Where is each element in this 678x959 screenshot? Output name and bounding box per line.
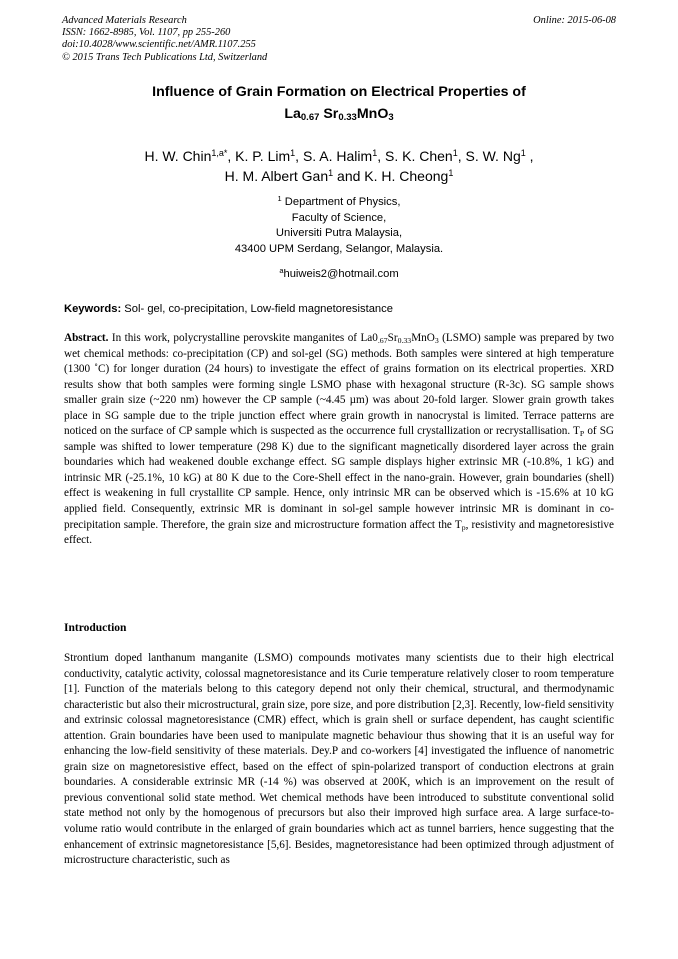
- author-name: S. A. Halim: [302, 148, 373, 164]
- issn-line: ISSN: 1662-8985, Vol. 1107, pp 255-260: [62, 27, 231, 39]
- author-list: [40, 146, 638, 186]
- keywords: [64, 302, 615, 317]
- copyright-line: © 2015 Trans Tech Publications Ltd, Switzerland: [62, 51, 268, 63]
- author-email: $^a$huiweis2@hotmail.com: [279, 266, 399, 280]
- author-line-2: H. M. Albert Gan$^1$ and K. H. Cheong$^1$: [224, 168, 454, 184]
- title-line-2: $La_{0.67}$ $Sr_{0.33}MnO_3$: [284, 106, 394, 123]
- doi-line: doi:10.4028/www.scientific.net/AMR.1107.255: [62, 39, 256, 51]
- author-name: H. M. Albert Gan: [224, 168, 329, 184]
- author-name: H. W. Chin: [144, 148, 212, 164]
- abstract-label: Abstract.: [64, 332, 109, 344]
- online-date: Online: 2015-06-08: [533, 15, 616, 26]
- abstract: Abstract. In this work, polycrystalline perovskite manganites of $La0_{.67}Sr_{0.33}MnO_3$ (LSMO) sample was prepared by two wet chemical methods: co-precipitation (CP) and sol-gel (SG) methods. Both samples were sintered at high temperature (1300 ˚C) for longer duration (24 hours) to investigate the effect of grains formation on its electrical properties. XRD results show that both samples were forming single LSMO phase with hexagonal structure (R-3c). SG sample shows smaller grain size (~220 nm) however the CP sample (~4.45 µm) was about 20-fold larger. Slower grain growth takes place in SG sample due to the triple junction effect where grain growth in nanocrystal is limited. Terrace patterns are noticed on the surface of CP sample which is suspected as the occurrence full crystallization or recrystallisation. $T_P$ of SG sample was shifted to lower temperature (298 K) due to the significant magnetically disordered layer across the grain boundaries which had weakened double exchange effect. SG sample displays higher extrinsic MR (-10.8%, 1 kG) and intrinsic MR (-25.1%, 10 kG) at 80 K due to the Core-Shell effect in the nano-grain. However, grain boundaries (shell) effect is weakening in full crystallite CP sample. Hence, only intrinsic MR can be observed which is -15.6% at 10 kG applied field. Consequently, extrinsic MR is dominant in sol-gel sample however intrinsic MR is dominant in co-precipitation sample. Therefore, the grain size and microstructure formation affect the $T_p$, resistivity and magnetoresistive effect.: [64, 332, 615, 547]
- author-name: S. K. Chen: [385, 148, 453, 164]
- journal-name: Advanced Materials Research: [62, 15, 187, 26]
- section-heading-introduction: Introduction: [64, 622, 127, 634]
- author-name: K. P. Lim: [235, 148, 291, 164]
- title-line-1: Influence of Grain Formation on Electrical Properties of: [152, 84, 526, 100]
- journal-header: [62, 15, 267, 64]
- email-address[interactable]: huiweis2@hotmail.com: [283, 268, 399, 280]
- author-name: K. H. Cheong: [364, 168, 449, 184]
- paper-title: [40, 81, 638, 125]
- author-line-1: H. W. Chin$^{1,a*}$, K. P. Lim$^1$, S. A. Halim$^1$, S. K. Chen$^1$, S. W. Ng$^1$ ,: [144, 148, 534, 164]
- introduction-paragraph: Strontium doped lanthanum manganite (LSMO) compounds motivates many scientists due to their high electrical conductivity, catalytic activity, colossal magnetoresistance and its Curie temperature relatively closer to room temperature [1]. Function of the materials belong to this category depend not only their chemical, structural, and thermodynamic characteristic but also their microstructural, grain size, pore size, and pore distribution [2,3]. Recently, low-field sensitivity and extrinsic colossal magnetoresistance (CMR) effect, which is grain shell or surface dependent, has caught scientific attention. Grain boundaries have been used to manipulate magnetic behaviour thus showing that it is an useful way for enhancing the low-field sensitivity of these materials. Dey.P and co-workers [4] investigated the influence of nanometric grain size on magnetoresistive effect, based on the effect of spin-polarized transport of conduction electrons at grain boundaries. A considerable extrinsic MR (-14 %) was observed at 200K, which is an improvement on the result of previous conventional solid state method. Wet chemical methods have been introduced to substitute conventional solid state method not only by the homogenous of precursors but also their improved high surface area. A large surface-to-volume ratio would contribute in the enlarged of grain boundaries which act as tunnel barriers, hence suggesting that the enhancement of extrinsic magnetoresistance [5,6]. Besides, magnetoresistance had been optimized through adjustment of microstructure characteristic, such as: [64, 652, 614, 867]
- keywords-text: Sol- gel, co-precipitation, Low-field magnetoresistance: [121, 303, 393, 315]
- keywords-label: Keywords:: [64, 303, 122, 315]
- affiliation: $^1$ Department of Physics, Faculty of Science, Universiti Putra Malaysia, 43400 UPM Serdang, Selangor, Malaysia.: [234, 194, 444, 255]
- author-name: S. W. Ng: [465, 148, 521, 164]
